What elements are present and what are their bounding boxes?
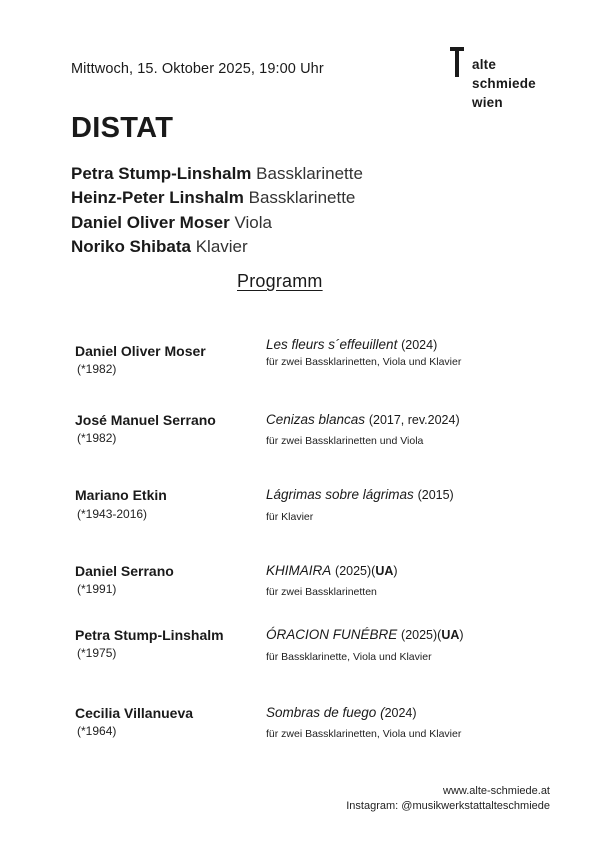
composer-name: Daniel Serrano <box>75 563 174 579</box>
performer-name: Noriko Shibata <box>71 236 191 256</box>
work-title-line <box>266 412 460 427</box>
composer-years: (*1991) <box>77 582 117 596</box>
work-instrumentation: für zwei Bassklarinetten, Viola und Klavier <box>266 356 462 368</box>
performer-item <box>71 186 363 210</box>
performer-name: Daniel Oliver Moser <box>71 212 230 232</box>
website-link[interactable]: www.alte-schmiede.at <box>443 785 550 797</box>
composer-years: (*1943-2016) <box>77 507 148 521</box>
program-heading: Programm <box>237 271 323 291</box>
composer-name: José Manuel Serrano <box>75 412 216 428</box>
composer-years: (*1975) <box>77 646 117 660</box>
work-title-line <box>266 563 398 578</box>
logo-line-2: schmiede <box>472 76 536 91</box>
work-title: Sombras de fuego ( <box>266 705 385 720</box>
premiere-note: (UA) <box>371 564 398 578</box>
performer-name: Heinz-Peter Linshalm <box>71 188 244 208</box>
logo-line-1: alte <box>472 57 497 72</box>
composer-name: Mariano Etkin <box>75 487 167 503</box>
work-year: 2024) <box>384 706 417 720</box>
logo-line-3: wien <box>472 95 503 110</box>
alte-schmiede-logo <box>450 47 560 113</box>
performer-item <box>71 211 363 235</box>
work-title-line <box>266 705 417 720</box>
date-line: Mittwoch, 15. Oktober 2025, 19:00 Uhr <box>71 61 324 77</box>
work-instrumentation: für zwei Bassklarinetten und Viola <box>266 435 424 447</box>
work-year: (2015) <box>417 488 454 502</box>
performer-item <box>71 162 363 186</box>
work-title: ÓRACION FUNÉBRE <box>266 627 398 642</box>
composer-name: Cecilia Villanueva <box>75 705 194 721</box>
work-title: KHIMAIRA <box>266 563 332 578</box>
composer-years: (*1982) <box>77 431 117 445</box>
premiere-note: (UA) <box>437 628 464 642</box>
work-year: (2025) <box>335 564 372 578</box>
work-year: (2017, rev.2024) <box>368 413 460 427</box>
performer-instrument: Bassklarinette <box>248 188 356 208</box>
composer-years: (*1964) <box>77 724 117 738</box>
work-instrumentation: für Bassklarinette, Viola und Klavier <box>266 651 432 663</box>
performer-instrument: Viola <box>234 212 272 232</box>
work-title: Les fleurs s´effeuillent <box>266 337 398 352</box>
performer-instrument: Bassklarinette <box>256 164 363 183</box>
work-instrumentation: für Klavier <box>266 511 314 523</box>
composer-name: Petra Stump-Linshalm <box>75 627 224 643</box>
work-year: (2025) <box>401 628 438 642</box>
t-mark-icon <box>450 47 464 77</box>
composer-years: (*1982) <box>77 362 117 376</box>
page-title: DISTAT <box>71 112 174 144</box>
instagram-handle[interactable]: Instagram: @musikwerkstattalteschmiede <box>346 800 550 812</box>
composer-name: Daniel Oliver Moser <box>75 343 206 359</box>
work-title: Lágrimas sobre lágrimas <box>266 487 414 502</box>
work-instrumentation: für zwei Bassklarinetten, Viola und Klavier <box>266 728 462 740</box>
work-title: Cenizas blancas <box>266 412 366 427</box>
work-instrumentation: für zwei Bassklarinetten <box>266 586 377 598</box>
performer-name: Petra Stump-Linshalm <box>71 164 252 183</box>
performer-item <box>71 235 363 259</box>
work-title-line <box>266 627 464 642</box>
performer-list <box>71 162 363 259</box>
performer-instrument: Klavier <box>195 236 248 256</box>
work-title-line <box>266 487 454 502</box>
work-title-line <box>266 337 437 352</box>
work-year: (2024) <box>401 338 438 352</box>
